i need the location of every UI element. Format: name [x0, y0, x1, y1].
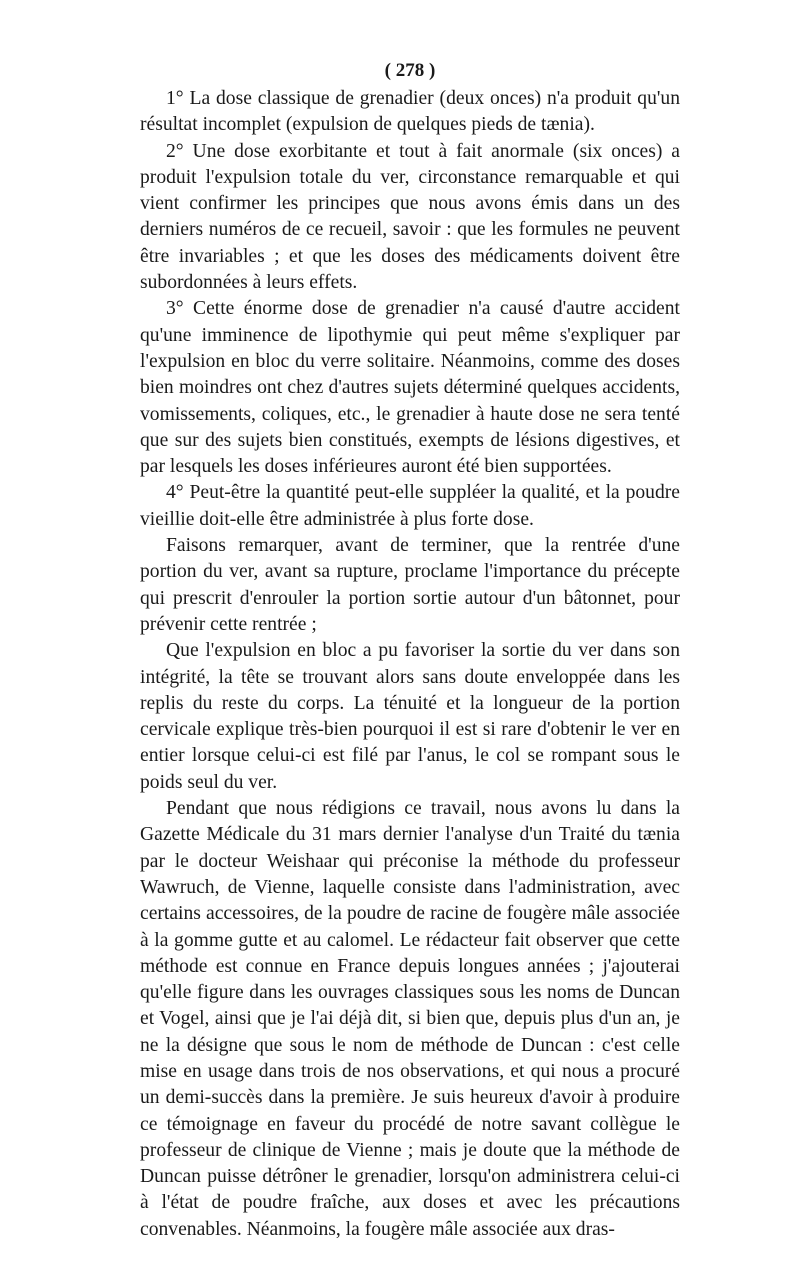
- book-page: [140, 58, 680, 1240]
- paragraph-7: Pendant que nous rédigions ce travail, nous avons lu dans la Gazette Médicale du 31 mars dernier l'analyse d'un Traité du tænia par le docteur Weishaar qui préconise la méthode du professeur Wawruch, de Vienne, laquelle consiste dans l'administration, avec certains accessoires, de la poudre de racine de fougère mâle associée à la gomme gutte et au calomel. Le rédacteur fait observer que cette méthode est connue en France depuis longues années ; j'ajouterai qu'elle figure dans les ouvrages classiques sous les noms de Duncan et Vogel, ainsi que je l'ai déjà dit, si bien que, depuis plus d'un an, je ne la désigne que sous le nom de méthode de Duncan : c'est celle mise en usage dans trois de nos observations, et qui nous a procuré un demi-succès dans la première. Je suis heureux d'avoir à produire ce témoignage en faveur du procédé de notre savant collègue le professeur de clinique de Vienne ; mais je doute que la méthode de Duncan puisse détrôner le grenadier, lorsqu'on administrera celui-ci à l'état de poudre fraîche, aux doses et avec les précautions convenables. Néanmoins, la fougère mâle associée aux dras-: [140, 798, 680, 1240]
- paragraph-1: 1° La dose classique de grenadier (deux onces) n'a produit qu'un résultat incomplet (expulsion de quelques pieds de tænia).: [140, 88, 680, 136]
- paragraph-5: Faisons remarquer, avant de terminer, que la rentrée d'une portion du ver, avant sa rupture, proclame l'importance du précepte qui prescrit d'enrouler la portion sortie autour d'un bâtonnet, pour prévenir cette rentrée ;: [140, 535, 680, 635]
- paragraph-4: 4° Peut-être la quantité peut-elle suppléer la qualité, et la poudre vieillie doit-elle être administrée à plus forte dose.: [140, 482, 680, 530]
- paragraph-6: Que l'expulsion en bloc a pu favoriser la sortie du ver dans son intégrité, la tête se trouvant alors sans doute enveloppée dans les replis du reste du corps. La ténuité et la longueur de la portion cervicale explique très-bien pourquoi il est si rare d'obtenir le ver en entier lorsque celui-ci est filé par l'anus, le col se rompant sous le poids seul du ver.: [140, 640, 680, 793]
- paragraph-3: 3° Cette énorme dose de grenadier n'a causé d'autre accident qu'une imminence de lipothymie qui peut même s'expliquer par l'expulsion en bloc du verre solitaire. Néanmoins, comme des doses bien moindres ont chez d'autres sujets déterminé quelques accidents, vomissements, coliques, etc., le grenadier à haute dose ne sera tenté que sur des sujets bien constitués, exempts de lésions digestives, et par lesquels les doses inférieures auront été bien supportées.: [140, 298, 680, 478]
- paragraph-2: 2° Une dose exorbitante et tout à fait anormale (six onces) a produit l'expulsion totale du ver, circonstance remarquable et qui vient confirmer les principes que nous avons émis dans un des derniers numéros de ce recueil, savoir : que les formules ne peuvent être invariables ; et que les doses des médicaments doivent être subordonnées à leurs effets.: [140, 140, 680, 294]
- page-number: ( 278 ): [384, 60, 436, 81]
